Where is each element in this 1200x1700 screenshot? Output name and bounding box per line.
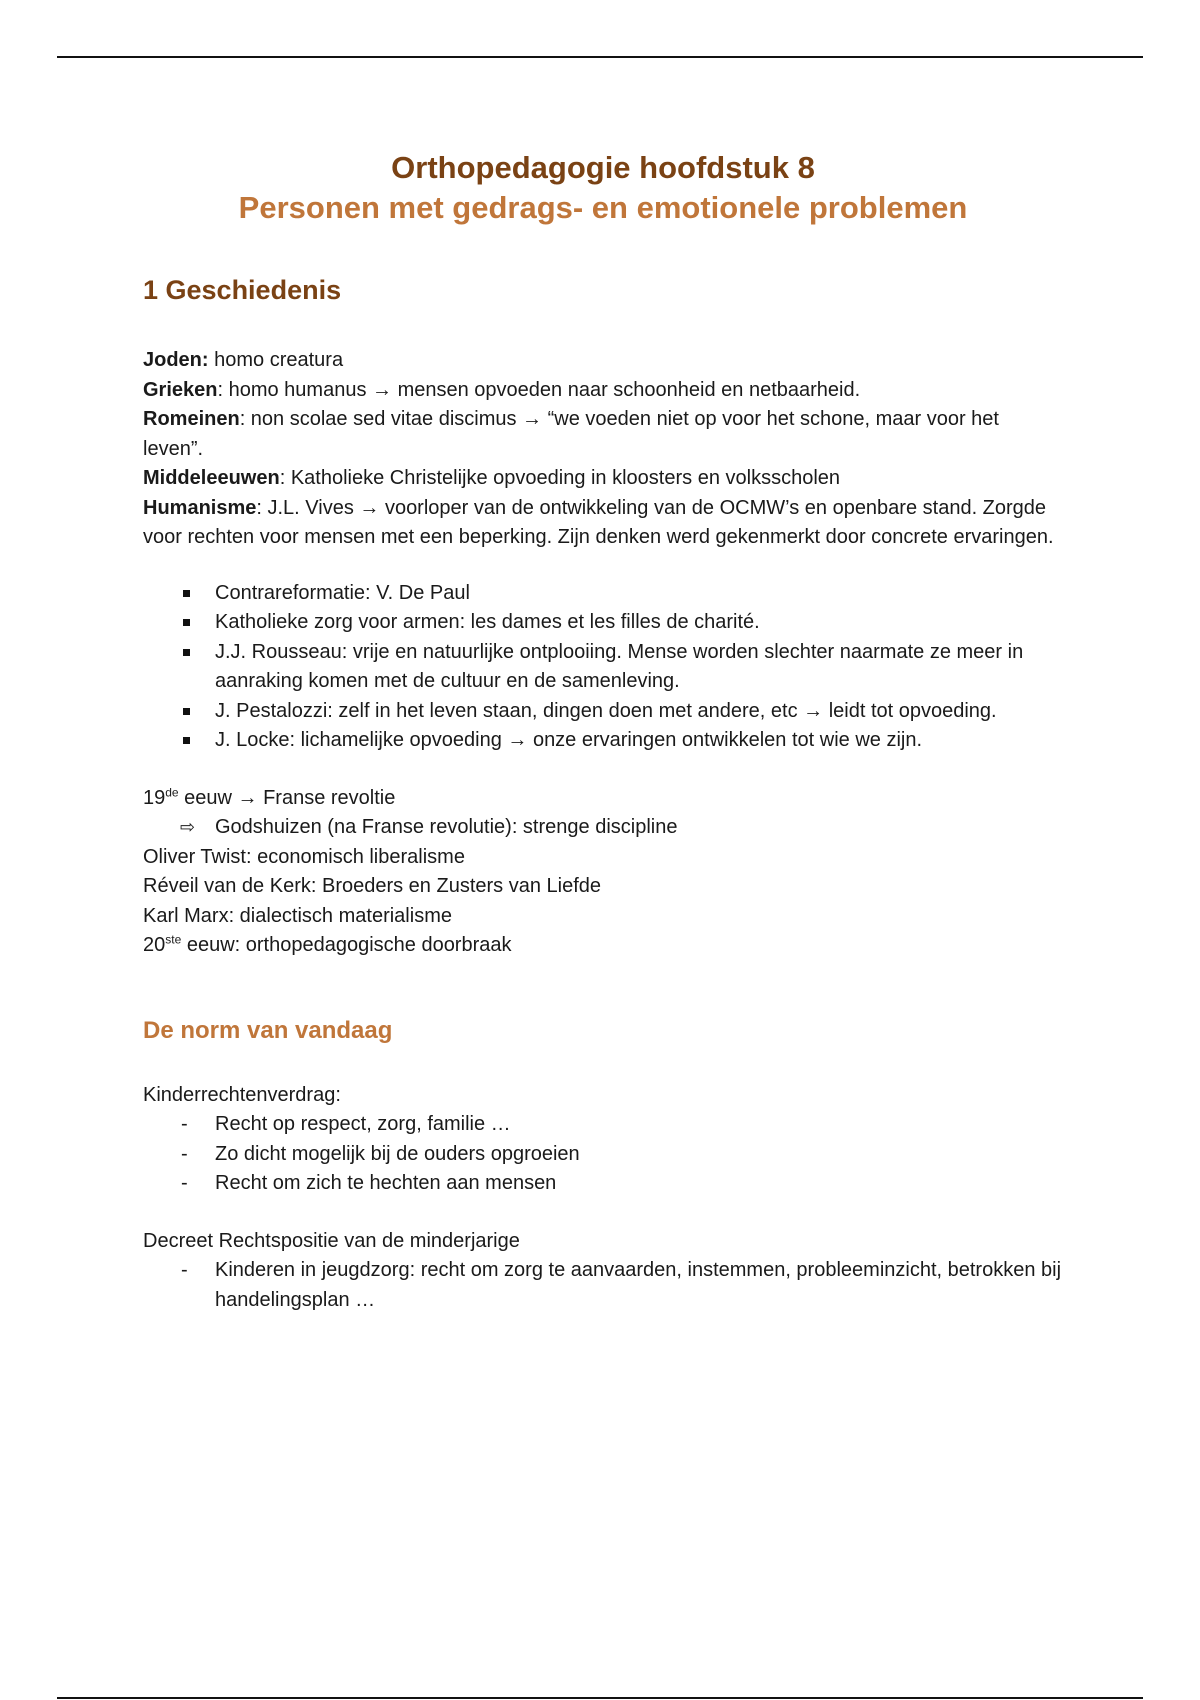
arrow-list-item xyxy=(143,813,1063,843)
history-entry xyxy=(143,464,1063,494)
entry-text: : J.L. Vives → voorloper van de ontwikkeling van de OCMW’s en openbare stand. Zorgde voor rechten voor mensen met een beperking. Zijn denken werd gekenmerkt door concrete ervaringen. xyxy=(143,496,1054,548)
list-item: Contrareformatie: V. De Paul xyxy=(143,579,1063,609)
list-item: - Recht om zich te hechten aan mensen xyxy=(143,1169,1063,1199)
entry-text: : Katholieke Christelijke opvoeding in kloosters en volksscholen xyxy=(279,467,841,489)
decreet-label: Decreet Rechtspositie van de minderjarige xyxy=(143,1229,520,1252)
kinderrechten-list xyxy=(143,1110,1063,1199)
bullet-list xyxy=(143,579,1063,756)
entry-text: : non scolae sed vitae discimus → “we voeden niet op voor het schone, maar voor het leven”. xyxy=(143,408,999,460)
footer-rule xyxy=(57,1697,1143,1699)
entry-text: : homo humanus → mensen opvoeden naar schoonheid en netbaarheid. xyxy=(217,378,861,401)
century-20-line: 20ste eeuw: orthopedagogische doorbraak xyxy=(143,932,512,956)
history-line: Réveil van de Kerk: Broeders en Zusters van Liefde xyxy=(143,875,602,897)
history-entry xyxy=(143,376,1063,406)
century-19-line: 19de eeuw → Franse revoltie xyxy=(143,784,396,809)
document-subtitle: Personen met gedrags- en emotionele problemen xyxy=(238,190,968,225)
arrow-right-icon: ⇨ xyxy=(180,817,196,837)
entry-label: Middeleeuwen xyxy=(143,467,280,489)
history-line: Oliver Twist: economisch liberalisme xyxy=(143,845,465,868)
history-entry xyxy=(143,405,1063,464)
subsection-heading-norm: De norm van vandaag xyxy=(143,1016,393,1044)
arrow-item-text: Godshuizen (na Franse revolutie): strenge discipline xyxy=(215,816,678,838)
entry-label: Grieken xyxy=(143,378,218,401)
header-rule xyxy=(57,56,1143,58)
history-line: Karl Marx: dialectisch materialisme xyxy=(143,904,452,927)
entry-text: homo creatura xyxy=(208,349,344,371)
list-item: - Recht op respect, zorg, familie … xyxy=(143,1110,1063,1140)
history-entry xyxy=(143,346,1063,376)
list-item: - Zo dicht mogelijk bij de ouders opgroeien xyxy=(143,1140,1063,1170)
decreet-list xyxy=(143,1256,1063,1315)
list-item: J. Locke: lichamelijke opvoeding → onze ervaringen ontwikkelen tot wie we zijn. xyxy=(143,726,1063,756)
page-content xyxy=(143,140,1063,1315)
list-item: J.J. Rousseau: vrije en natuurlijke ontplooiing. Mense worden slechter naarmate ze meer in aanraking komen met de cultuur en de samenleving. xyxy=(143,638,1063,697)
history-entries xyxy=(143,346,1063,553)
list-item: - Kinderen in jeugdzorg: recht om zorg te aanvaarden, instemmen, probleeminzicht, betrokken bij handelingsplan … xyxy=(143,1256,1063,1315)
list-item: Katholieke zorg voor armen: les dames et les filles de charité. xyxy=(143,608,1063,638)
history-entry xyxy=(143,494,1063,553)
entry-label: Joden: xyxy=(143,349,209,371)
entry-label: Romeinen xyxy=(143,408,240,430)
entry-label: Humanisme xyxy=(143,496,257,519)
kinderrechten-label: Kinderrechtenverdrag: xyxy=(143,1083,341,1106)
list-item: J. Pestalozzi: zelf in het leven staan, dingen doen met andere, etc → leidt tot opvoeding. xyxy=(143,697,1063,727)
document-title: Orthopedagogie hoofdstuk 8 xyxy=(391,150,815,185)
section-heading-geschiedenis: 1 Geschiedenis xyxy=(143,275,342,305)
